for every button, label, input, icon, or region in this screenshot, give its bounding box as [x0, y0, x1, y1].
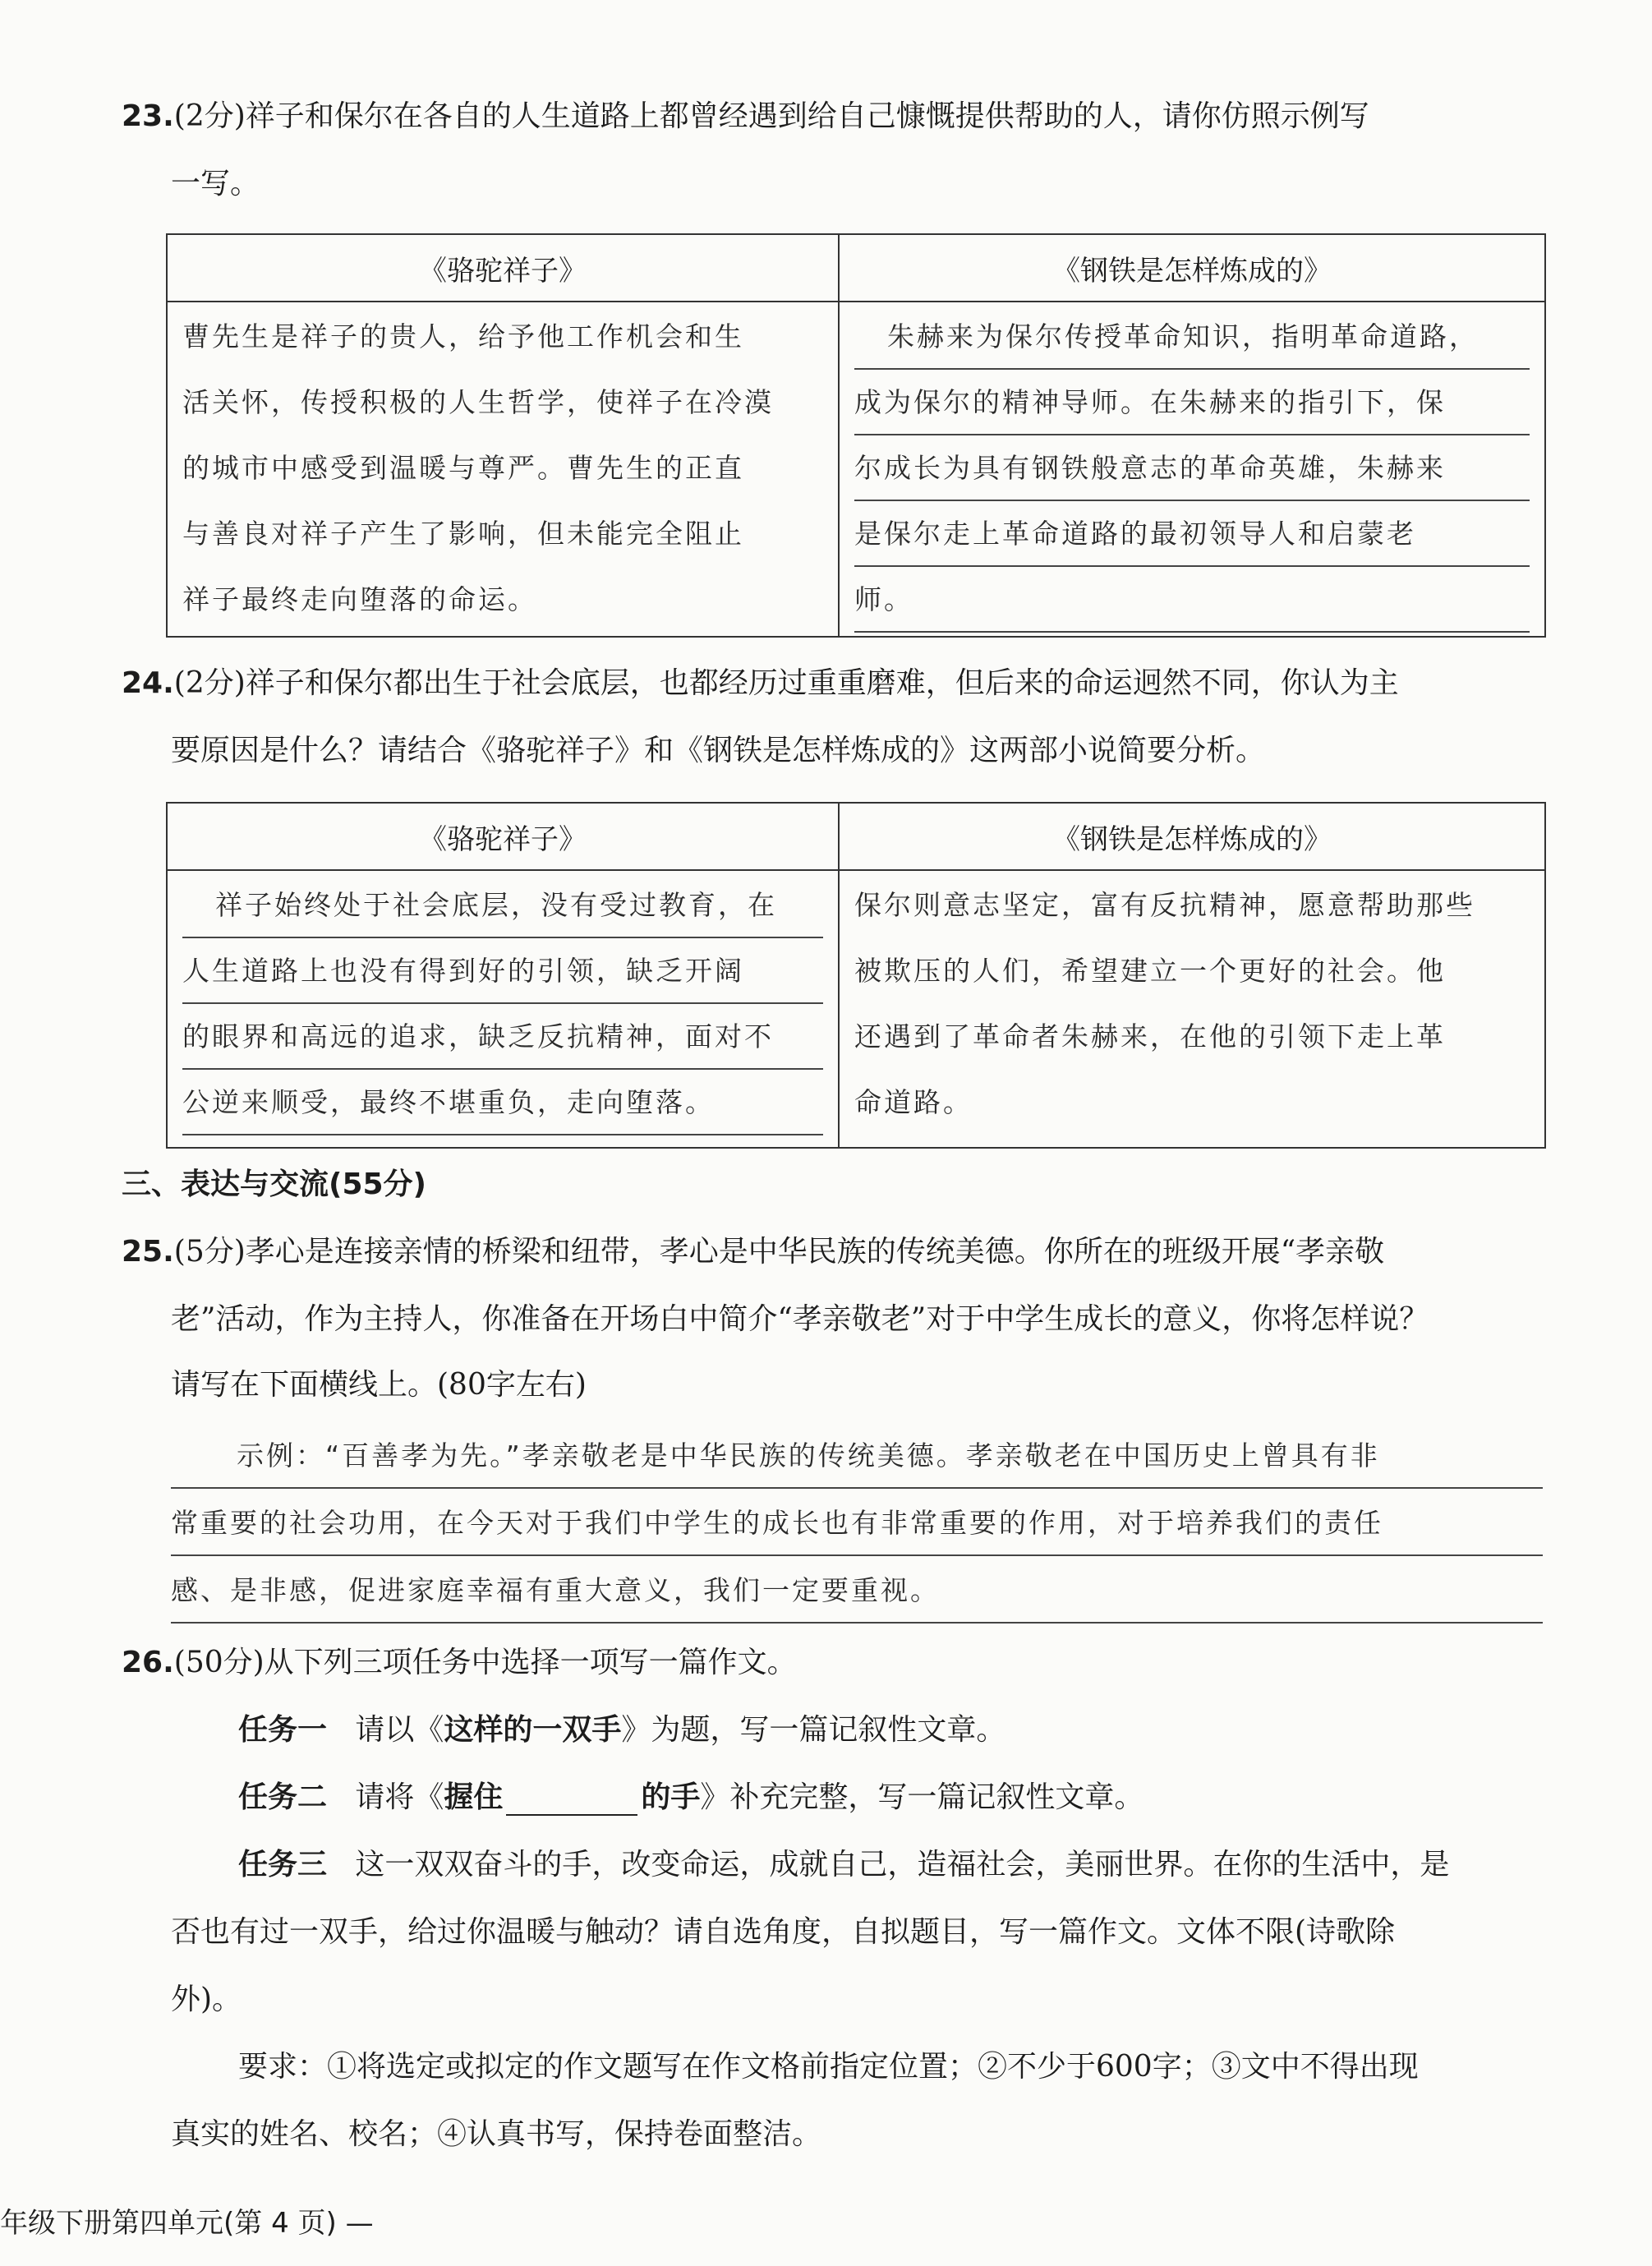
q25-line2: 老”活动，作为主持人，你准备在开场白中简介“孝亲敬老”对于中学生成长的意义，你将怎样说？ — [171, 1302, 1429, 1336]
q26-task3-line3: 外)。 — [171, 1983, 242, 2016]
q26-task2: 任务二 请将《握住 的手》补充完整，写一篇记叙性文章。 — [238, 1780, 1144, 1814]
section-3-title: 三、表达与交流(55分) — [122, 1168, 427, 1201]
q23-answer-table — [166, 233, 1546, 638]
q24-line2: 要原因是什么？请结合《骆驼祥子》和《钢铁是怎样炼成的》这两部小说简要分析。 — [171, 734, 1266, 767]
q23-table-right-head: 《钢铁是怎样炼成的》 — [839, 234, 1545, 302]
page-footer: 年级下册第四单元(第 4 页) — — [0, 2207, 374, 2240]
q23-line2: 一写。 — [171, 167, 260, 200]
q26-task1: 任务一 请以《这样的一双手》为题，写一篇记叙性文章。 — [238, 1713, 1006, 1747]
task1-title: 这样的一双手 — [444, 1713, 622, 1747]
q24-answer-table — [166, 802, 1546, 1149]
q25-line1: 25.(5分)孝心是连接亲情的桥梁和纽带，孝心是中华民族的传统美德。你所在的班级开展“孝亲敬 — [122, 1235, 1385, 1269]
q23-line1: 23.(2分)祥子和保尔在各自的人生道路上都曾经遇到给自己慷慨提供帮助的人，请你仿照示例写 — [122, 99, 1369, 133]
q24-number: 24. — [122, 666, 174, 700]
q26-requirements-line2: 真实的姓名、校名；④认真书写，保持卷面整洁。 — [171, 2117, 822, 2151]
q23-table-left-head: 《骆驼祥子》 — [167, 234, 839, 302]
q25-answer-lines — [171, 1421, 1543, 1624]
q24-right-cell: 保尔则意志坚定，富有反抗精神，愿意帮助那些 被欺压的人们，希望建立一个更好的社会。他 还遇到了革命者朱赫来，在他的引领下走上革 命道路。 — [839, 870, 1545, 1148]
q23-right-cell: 朱赫来为保尔传授革命知识，指明革命道路， 成为保尔的精神导师。在朱赫来的指引下，保 尔成长为具有钢铁般意志的革命英雄，朱赫来 是保尔走上革命道路的最初领导人和启蒙老 师。 — [839, 302, 1545, 637]
q23-number: 23. — [122, 99, 174, 133]
q24-table-right-head: 《钢铁是怎样炼成的》 — [839, 803, 1545, 870]
q24-left-cell: 祥子始终处于社会底层，没有受过教育，在 人生道路上也没有得到好的引领，缺乏开阔 的眼界和高远的追求，缺乏反抗精神，面对不 公逆来顺受，最终不堪重负，走向堕落。 — [167, 870, 839, 1148]
q26-line1: 26.(50分)从下列三项任务中选择一项写一篇作文。 — [122, 1646, 797, 1679]
q26-number: 26. — [122, 1646, 174, 1679]
task2-label: 任务二 — [238, 1780, 328, 1814]
q24-table-left-head: 《骆驼祥子》 — [167, 803, 839, 870]
q26-task3-line1: 任务三 这一双双奋斗的手，改变命运，成就自己，造福社会，美丽世界。在你的生活中，是 — [238, 1848, 1450, 1881]
q25-number: 25. — [122, 1235, 174, 1269]
q26-requirements-line1: 要求：①将选定或拟定的作文题写在作文格前指定位置；②不少于600字；③文中不得出现 — [238, 2050, 1419, 2084]
q25-answer-line: 常重要的社会功用，在今天对于我们中学生的成长也有非常重要的作用，对于培养我们的责任 — [171, 1489, 1543, 1556]
q25-answer-line: 示例：“百善孝为先。”孝亲敬老是中华民族的传统美德。孝亲敬老在中国历史上曾具有非 — [171, 1421, 1543, 1489]
q26-task3-line2: 否也有过一双手，给过你温暖与触动？请自选角度，自拟题目，写一篇作文。文体不限(诗歌除 — [171, 1915, 1396, 1949]
q25-line3: 请写在下面横线上。(80字左右) — [171, 1368, 587, 1402]
task2-blank — [506, 1789, 637, 1816]
q25-answer-line: 感、是非感，促进家庭幸福有重大意义，我们一定要重视。 — [171, 1556, 1543, 1624]
task1-label: 任务一 — [238, 1713, 328, 1747]
q24-line1: 24.(2分)祥子和保尔都出生于社会底层，也都经历过重重磨难，但后来的命运迥然不同，你认为主 — [122, 666, 1399, 700]
q23-left-cell: 曹先生是祥子的贵人，给予他工作机会和生 活关怀，传授积极的人生哲学，使祥子在冷漠 的城市中感受到温暖与尊严。曹先生的正直 与善良对祥子产生了影响，但未能完全阻止 祥子最终走向堕落的命运。 — [167, 302, 839, 637]
task3-label: 任务三 — [238, 1848, 328, 1881]
